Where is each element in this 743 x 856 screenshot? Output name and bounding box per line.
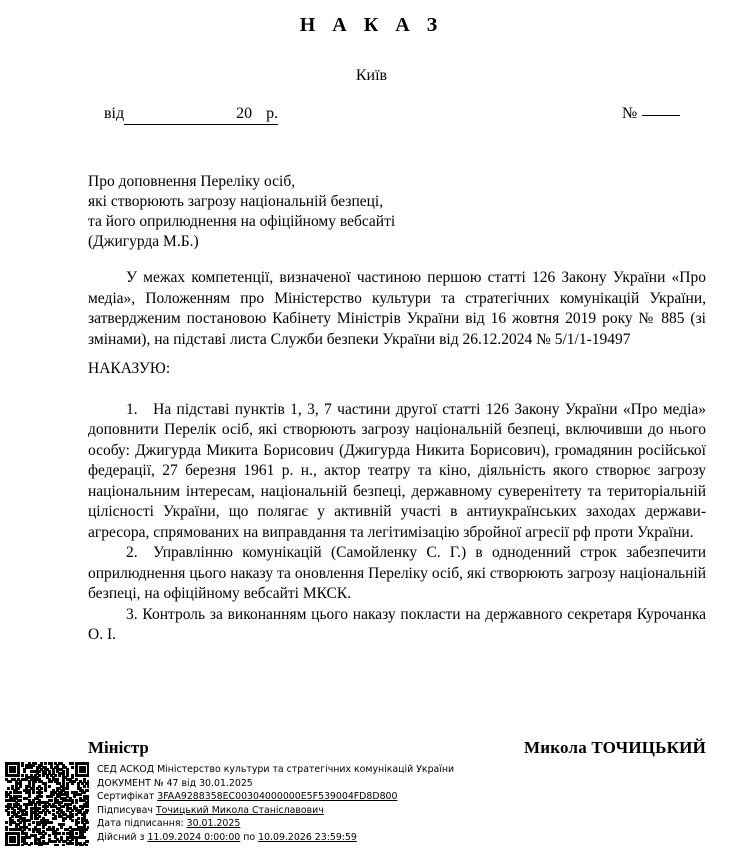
clause-3: 3. Контроль за виконанням цього наказу покласти на державного секретаря Курочанка О. І. — [88, 605, 706, 643]
document-city: Київ — [355, 67, 388, 84]
document-body — [88, 268, 706, 646]
subject-line-1: Про доповнення Переліку осіб, — [88, 173, 296, 190]
stamp-system-line: СЕД АСКОД Міністерство культури та стратегічних комунікацій України — [97, 764, 455, 775]
registration-date-label: від — [104, 105, 125, 122]
subject-block — [88, 172, 395, 252]
stamp-document-line: ДОКУМЕНТ № 47 від 30.01.2025 — [97, 777, 253, 789]
stamp-signer-label: Підписувач — [97, 804, 153, 816]
registration-year-suffix: р. — [266, 105, 279, 122]
stamp-certificate-label: Сертифікат — [97, 791, 155, 803]
registration-number-label: № — [622, 105, 638, 122]
page-title: Н А К А З — [299, 14, 444, 36]
signer-position: Міністр — [88, 738, 149, 757]
registration-date-field[interactable] — [104, 105, 278, 125]
stamp-certificate-line — [97, 790, 454, 804]
registration-line — [0, 105, 743, 139]
stamp-details — [97, 762, 454, 845]
signature-row — [88, 738, 706, 758]
preamble-paragraph: У межах компетенції, визначеної частиною першою статті 126 Закону України «Про медіа», Положенням про Міністерство культури та стратегічних комунікацій України, затвердженим постановою Кабінету Міністрів України від 16 жовтня 2019 року № 885 (зі змінами), на підставі листа Служби безпеки України від 26.12.2024 № 5/1/1-19497 — [88, 269, 706, 348]
stamp-validity-join: по — [243, 831, 256, 843]
stamp-validity-from: 11.09.2024 0:00:00 — [147, 831, 241, 843]
stamp-signing-date-value: 30.01.2025 — [186, 818, 241, 830]
clause-1: 1. На підставі пунктів 1, 3, 7 частини другої статті 126 Закону України «Про медіа» доповнити Перелік осіб, які створюють загрозу національній безпеці, включивши до нього особу: Джигурда Микита Борисович (Джигурда Никита Борисович), громадянин російської федерації, 27 березня 1961 р. н., актор театру та кіно, діяльність якого створює загрозу національним інтересам, національній безпеці, державному суверенітету та територіальній цілісності України, що полягає у активній участі в антиукраїнських заходах держави-агресора, спрямованих на виправдання та легітимізацію збройної агресії рф проти України. — [88, 400, 706, 541]
subject-line-4: (Джигурда М.Б.) — [88, 233, 199, 250]
stamp-signer-line — [97, 804, 454, 818]
subject-line-2: які створюють загрозу національній безпеці, — [88, 193, 384, 210]
clause-2: 2. Управлінню комунікацій (Самойленку С. Г.) в одноденний строк забезпечити оприлюднення цього наказу та оновлення Переліку осіб, які створюють загрозу національній безпеці, на офіційному вебсайті МКСК. — [88, 544, 706, 602]
registration-year-prefix: 20 — [236, 105, 253, 122]
signer-name: Микола ТОЧИЦЬКИЙ — [523, 738, 706, 757]
stamp-signer-value: Точицький Микола Станіславович — [155, 804, 324, 816]
stamp-validity-to: 10.09.2026 23:59:59 — [258, 831, 357, 843]
registration-number-value — [642, 115, 680, 116]
qr-code-icon — [5, 762, 89, 846]
stamp-validity-label: Дійсний з — [97, 831, 145, 843]
order-keyword: НАКАЗУЮ: — [88, 360, 171, 377]
stamp-signing-date-label: Дата підписання: — [97, 818, 184, 830]
registration-number-field[interactable] — [622, 105, 680, 123]
digital-signature-stamp — [5, 762, 454, 846]
stamp-certificate-value: 3FAA9288358EC00304000000E5F539004FD8D800 — [157, 791, 398, 803]
stamp-signing-date-line — [97, 817, 454, 831]
stamp-validity-line — [97, 831, 454, 845]
subject-line-3: та його оприлюднення на офіційному вебсайті — [88, 213, 396, 230]
